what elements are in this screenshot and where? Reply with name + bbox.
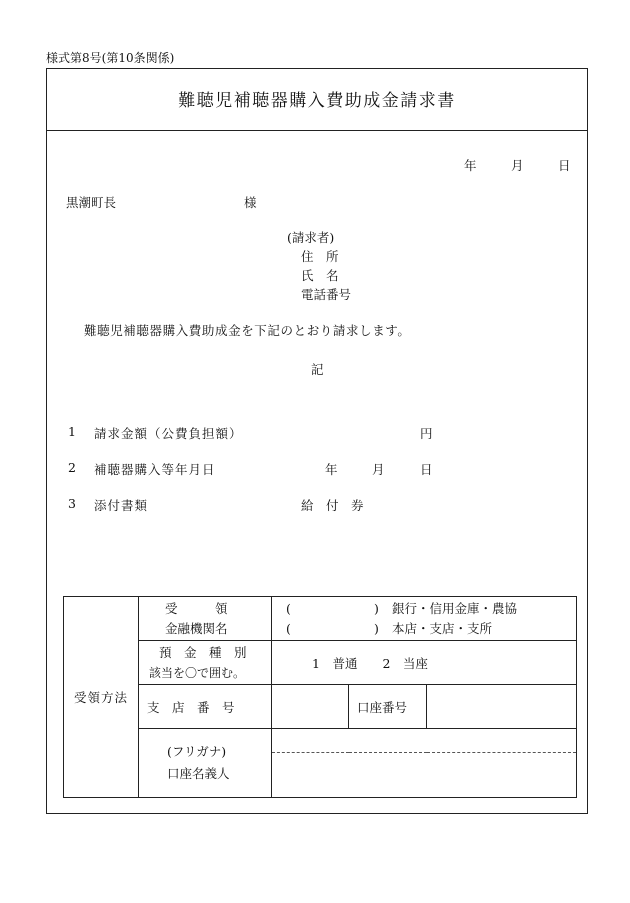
account-holder-label-cell [139, 729, 272, 798]
date-year: 年 [464, 158, 477, 173]
form-reference: 様式第8号(第10条関係) [46, 51, 175, 65]
bank-line1-open: ( [286, 600, 291, 616]
item-2-day: 日 [420, 462, 433, 477]
bank-line2-types: 本店・支店・支所 [392, 620, 493, 636]
deposit-label-line2: 該当を〇で囲む。 [149, 665, 246, 680]
account-number-field[interactable] [427, 685, 577, 729]
branch-number-field[interactable] [272, 685, 349, 729]
bank-name-field[interactable] [272, 597, 577, 641]
bank-label-line2: 金融機関名 [165, 620, 228, 636]
furigana-label: (フリガナ) [167, 744, 227, 759]
bank-line1-close: ) [374, 600, 379, 616]
account-number-label: 口座番号 [349, 685, 427, 729]
deposit-label-line1: 預 金 種 別 [159, 644, 247, 660]
account-holder-label: 口座名義人 [167, 766, 230, 781]
bank-name-label-cell [139, 597, 272, 641]
item-2-label: 補聴器購入等年月日 [94, 462, 216, 477]
title-divider [46, 130, 588, 131]
addressee-honorific: 様 [244, 195, 257, 210]
item-3-value: 給 付 券 [301, 498, 364, 513]
bank-label-line1: 受 領 [165, 600, 228, 616]
deposit-type-options[interactable]: 1 普通 2 当座 [272, 641, 577, 685]
item-2-number: 2 [68, 460, 76, 475]
date-day: 日 [558, 158, 571, 173]
claimant-heading: (請求者) [287, 230, 335, 245]
bank-line1-types: 銀行・信用金庫・農協 [392, 600, 518, 616]
item-1-label: 請求金額（公費負担額） [94, 426, 243, 441]
item-3-label: 添付書類 [94, 498, 149, 513]
branch-number-label: 支 店 番 号 [139, 685, 272, 729]
form-title: 難聴児補聴器購入費助成金請求書 [178, 91, 456, 111]
furigana-field[interactable] [272, 729, 577, 753]
item-1-number: 1 [68, 424, 76, 439]
date-month: 月 [511, 158, 524, 173]
account-holder-field[interactable] [272, 753, 577, 798]
claimant-address-label: 住 所 [301, 249, 339, 264]
deposit-type-label-cell [139, 641, 272, 685]
item-2-year: 年 [325, 462, 338, 477]
item-3-number: 3 [68, 496, 76, 511]
bank-line2-close: ) [374, 620, 379, 636]
bank-line2-open: ( [286, 620, 291, 636]
addressee-name: 黒潮町長 [66, 195, 117, 210]
request-statement: 難聴児補聴器購入費助成金を下記のとおり請求します。 [84, 323, 411, 338]
ki-heading: 記 [311, 362, 324, 377]
item-2-month: 月 [372, 462, 385, 477]
receipt-method-table [63, 596, 577, 798]
claimant-name-label: 氏 名 [301, 268, 339, 283]
item-1-yen: 円 [420, 426, 433, 441]
receipt-method-label: 受領方法 [64, 597, 139, 798]
claimant-phone-label: 電話番号 [301, 287, 352, 302]
